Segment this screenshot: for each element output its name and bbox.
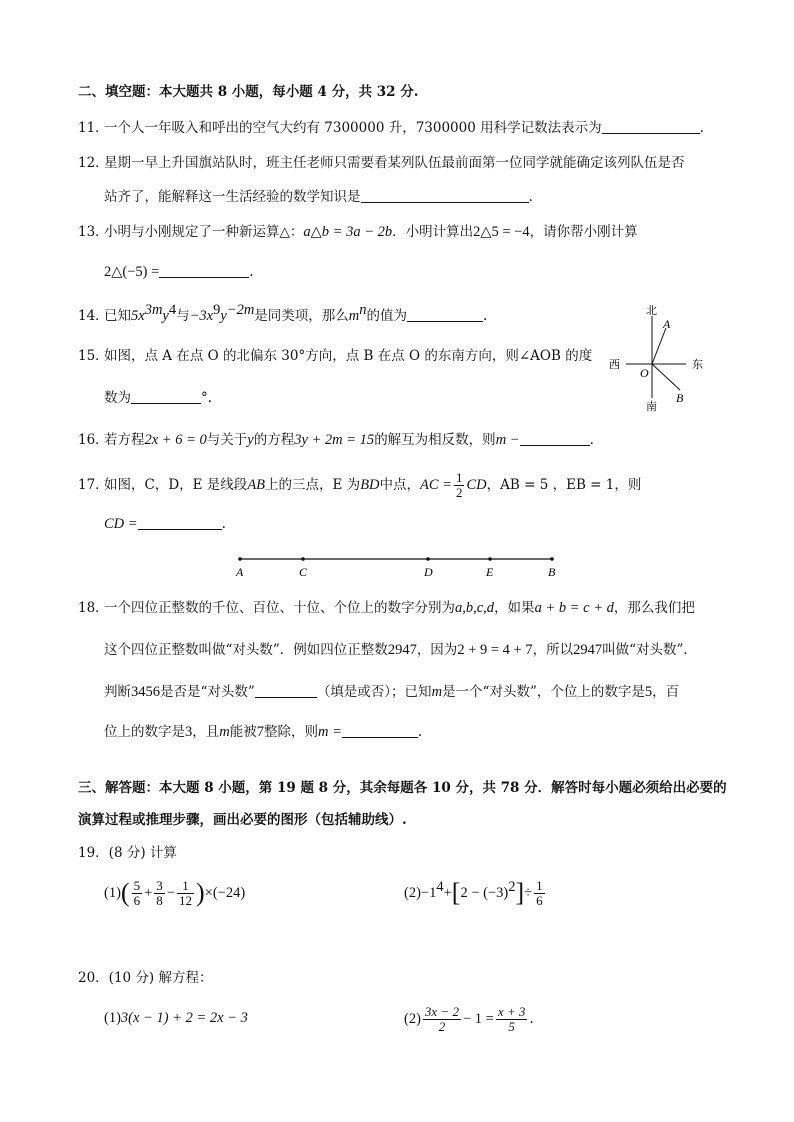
question-12-line2: 站齐了，能解释这一生活经验的数学知识是 . xyxy=(104,189,533,205)
question-12: 12．星期一早上升国旗站队时，班主任老师只需要看某列队伍最前面第一位同学就能确定该列队伍是否 xyxy=(78,155,685,171)
question-15-line2: 数为 °. xyxy=(104,390,213,406)
question-19-part2: $(2)-1^4+[2 - (-3)^2]\div$ $\frac{1}{6}$ xyxy=(404,878,543,908)
label-north: 北 xyxy=(646,304,657,317)
answer-blank-16[interactable] xyxy=(520,431,590,446)
answer-blank-15[interactable] xyxy=(131,389,201,404)
section-heading-solve: 三、解答题：本大题 8 小题，第 19 题 8 分，其余每题各 10 分，共 78 分．解答时每小题必须给出必要的 xyxy=(78,780,727,796)
question-15: 15．如图，点 A 在点 O 的北偏东 30°方向，点 B 在点 O 的东南方向，则∠AOB 的度 xyxy=(78,348,593,364)
question-19-title: 19．(8 分) 计算 xyxy=(78,845,177,861)
label-east: 东 xyxy=(692,358,703,371)
compass-figure xyxy=(606,302,710,414)
question-20-title: 20．(10 分) 解方程： xyxy=(78,970,213,986)
ray-OA xyxy=(652,328,666,364)
ray-OB xyxy=(652,364,680,390)
segment-label-B: B xyxy=(548,565,556,579)
question-17: 17．如图，C，D，E 是线段AB上的三点，E 为BD中点，AC = $\frac{1}{2}$ CD，AB = 5 ，EB = 1，则 xyxy=(78,470,642,500)
question-19-part1: (1)( $\frac{5}{6}$ + $\frac{3}{8}$ − $\frac{1}{12}$ )×(−24) xyxy=(104,878,246,908)
question-13-line2: 2△(−5) = . xyxy=(104,264,254,280)
label-point-B: B xyxy=(676,391,684,405)
segment-label-A: A xyxy=(236,565,244,579)
question-11: 11．一个人一年吸入和呼出的空气大约有 7300000 升，7300000 用科学记数法表示为 . xyxy=(78,120,704,136)
question-20-part1: (1)3(x − 1) + 2 = 2x − 3 xyxy=(104,1010,248,1026)
answer-blank-11[interactable] xyxy=(602,119,700,134)
section-heading-fill-in: 二、填空题：本大题共 8 小题，每小题 4 分，共 32 分. xyxy=(78,84,419,100)
segment-label-E: E xyxy=(486,565,494,579)
point-C-dot xyxy=(301,557,305,561)
point-E-dot xyxy=(488,557,492,561)
question-18-line2: 这个四位正整数叫做“对头数”．例如四位正整数2947，因为2 + 9 = 4 + 7，所以2947叫做“对头数”． xyxy=(104,642,697,658)
segment-label-D: D xyxy=(424,565,433,579)
fraction-1-12: $\frac{1}{12}$ xyxy=(178,878,192,908)
fraction-3x-2-over-2: $\frac{3x - 2}{2}$ xyxy=(424,1004,459,1034)
answer-blank-18a[interactable] xyxy=(255,683,317,698)
fraction-5-6: $\frac{5}{6}$ xyxy=(133,878,141,908)
label-point-A: A xyxy=(663,317,671,331)
answer-blank-18b[interactable] xyxy=(342,723,418,738)
question-18: 18．一个四位正整数的千位、百位、十位、个位上的数字分别为a,b,c,d，如果a + b = c + d，那么我们把 xyxy=(78,600,695,616)
question-14: 14．已知$5x^{3m}y^4$与$-3x^9y^{-2m}$是同类项，那么$m^n$的值为 . xyxy=(78,302,488,324)
label-point-O: O xyxy=(640,366,649,380)
answer-blank-13[interactable] xyxy=(159,263,249,278)
answer-blank-14[interactable] xyxy=(407,307,483,322)
point-D-dot xyxy=(426,557,430,561)
question-18-line3: 判断3456是否是“对头数” （填是或否）；已知m是一个“对头数”，个位上的数字是5，百 xyxy=(104,684,680,700)
fraction-x-3-over-5: $\frac{x + 3}{5}$ xyxy=(497,1004,526,1034)
section-heading-solve-line2: 演算过程或推理步骤，画出必要的图形（包括辅助线）. xyxy=(78,812,407,828)
fraction-1-6: $\frac{1}{6}$ xyxy=(536,878,543,908)
label-south: 南 xyxy=(646,400,657,413)
question-20-part2: (2) $\frac{3x - 2}{2}$ − 1 = $\frac{x + 3}{5}$ . xyxy=(404,1004,534,1034)
segment-figure xyxy=(230,552,565,580)
fraction-one-half: $\frac{1}{2}$ xyxy=(455,470,463,500)
fraction-3-8: $\frac{3}{8}$ xyxy=(156,878,163,908)
question-16: 16．若方程2x + 6 = 0与关于y的方程3y + 2m = 15的解互为相反数，则m − . xyxy=(78,432,594,448)
question-13: 13．小明与小刚规定了一种新运算△：a△b = 3a − 2b．小明计算出2△5 = −4，请你帮小刚计算 xyxy=(78,224,638,240)
question-17-line2: CD = . xyxy=(104,516,226,532)
point-B-dot xyxy=(550,557,554,561)
point-A-dot xyxy=(238,557,242,561)
segment-label-C: C xyxy=(299,565,308,579)
question-18-line4: 位上的数字是3，且m能被7整除，则m = . xyxy=(104,724,423,740)
answer-blank-17[interactable] xyxy=(138,515,222,530)
label-west: 西 xyxy=(609,358,620,371)
answer-blank-12[interactable] xyxy=(361,188,529,203)
